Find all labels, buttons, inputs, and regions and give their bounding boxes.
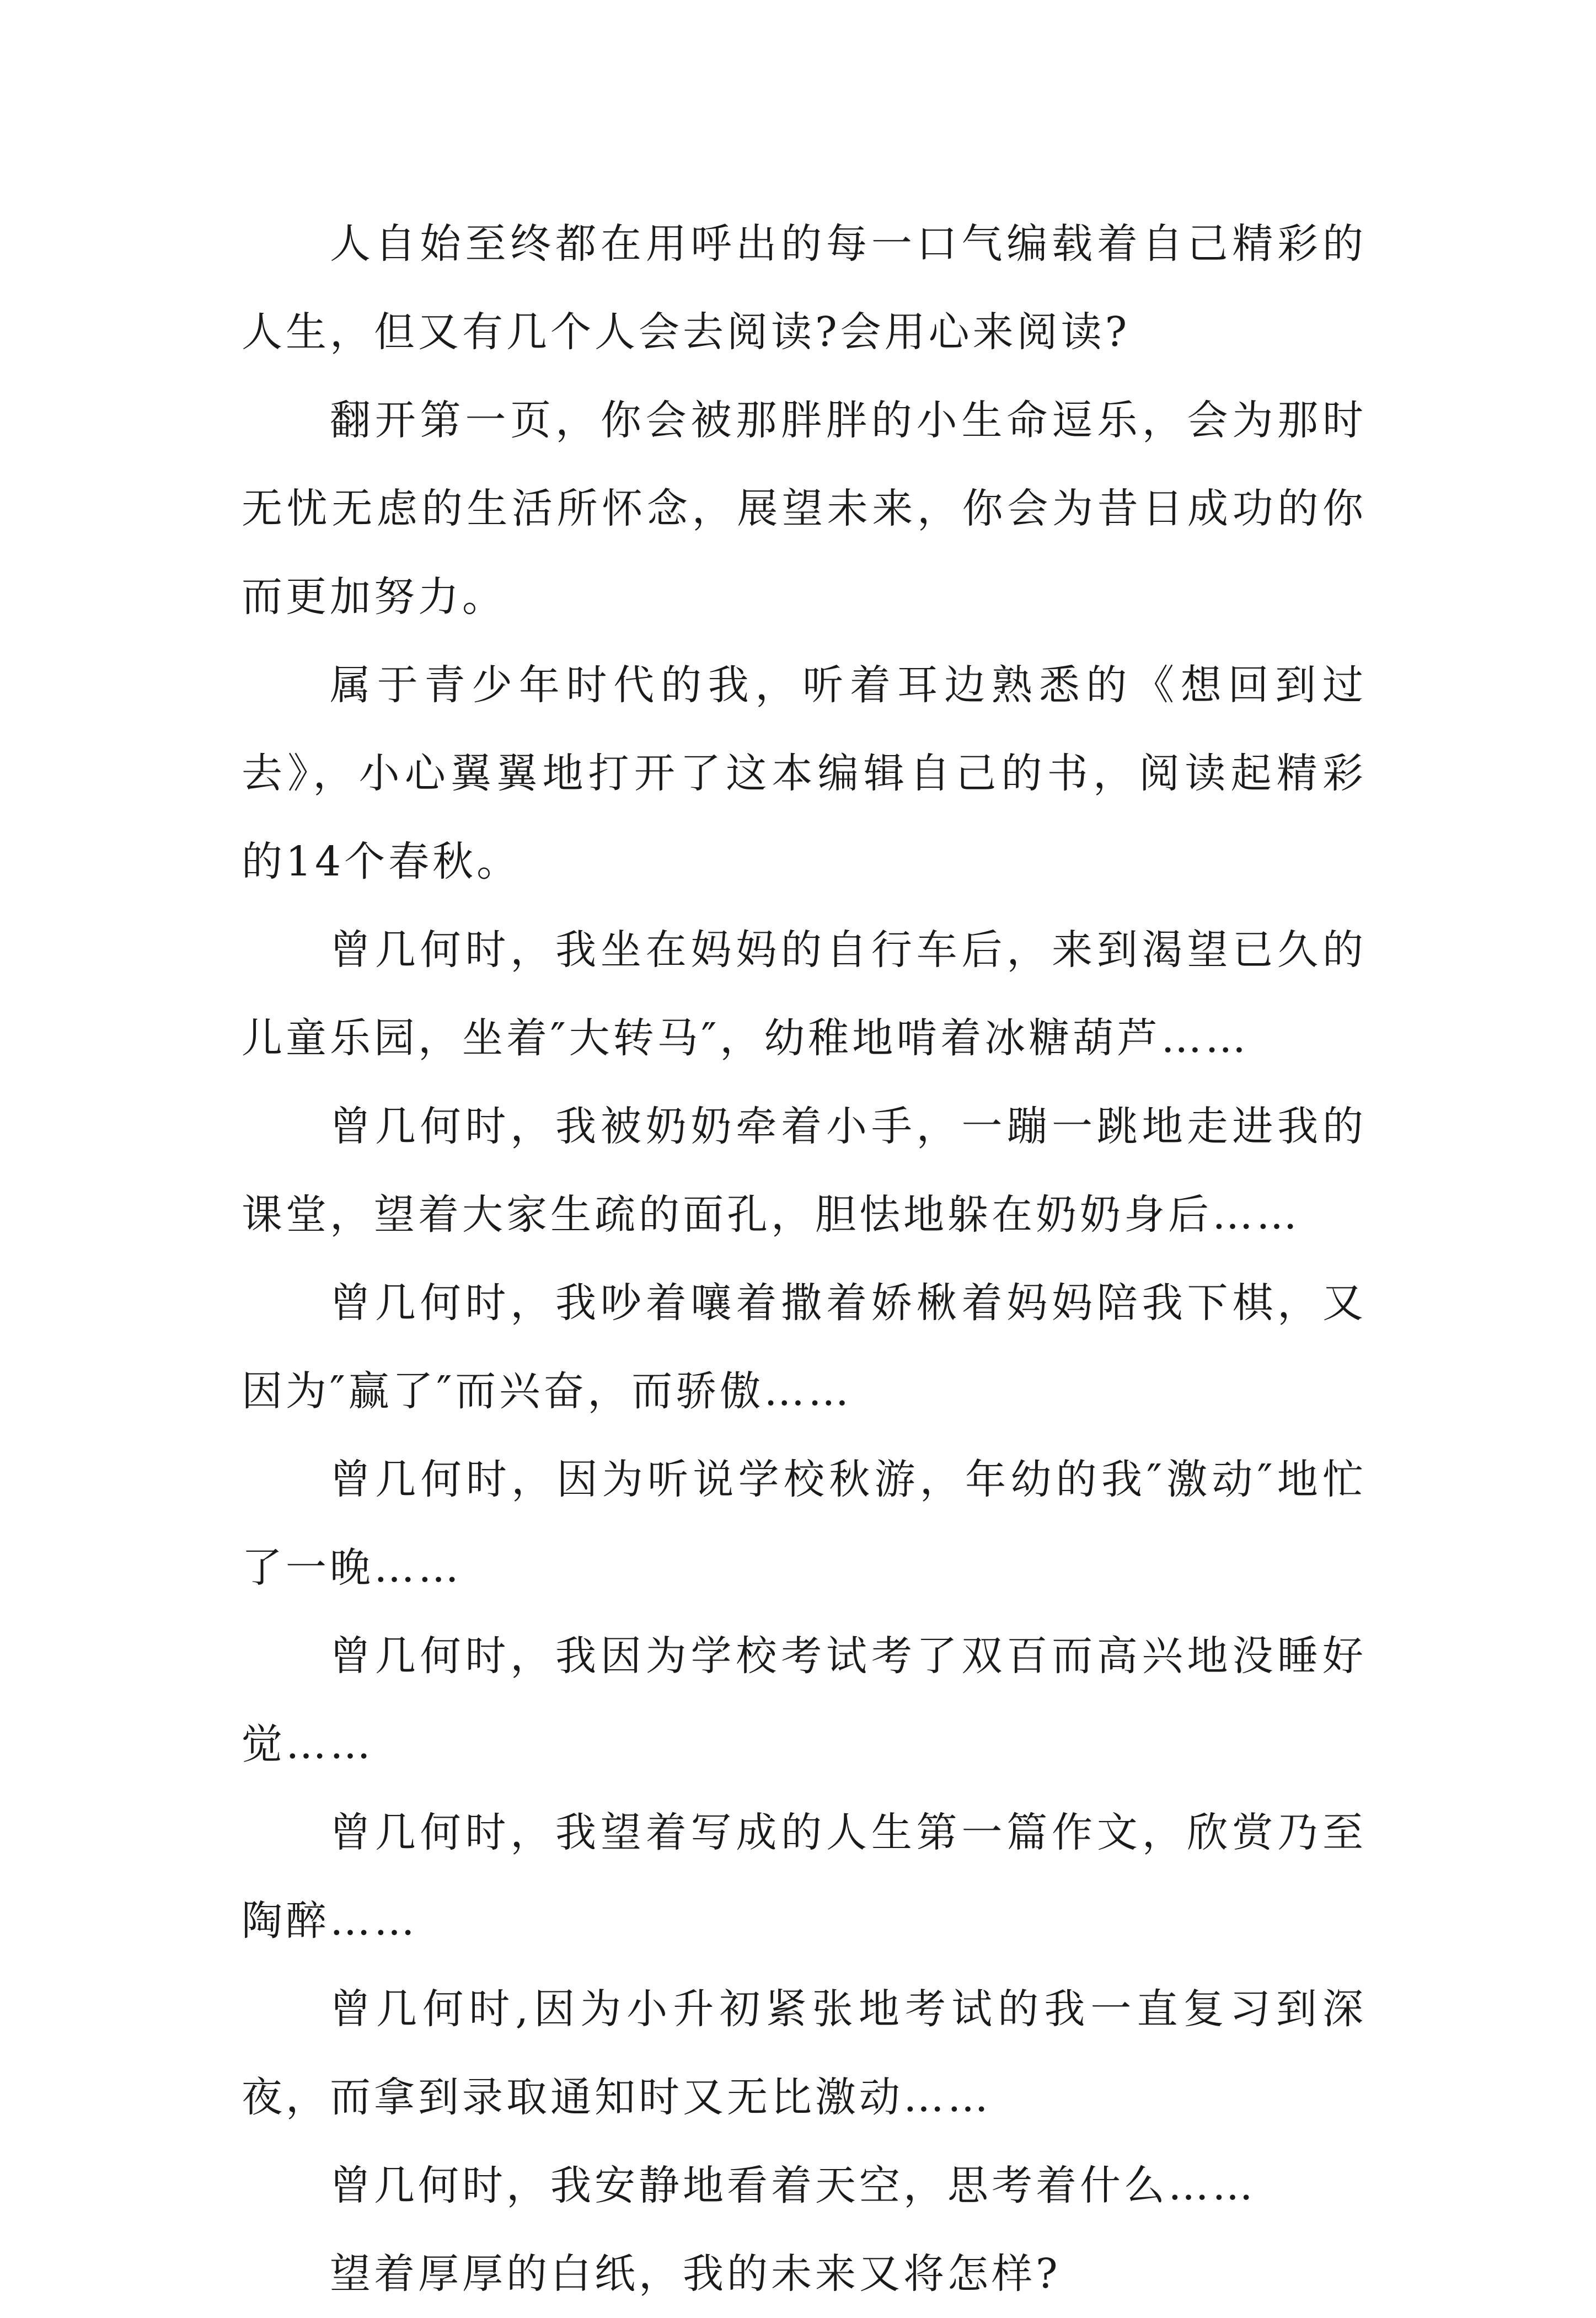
paragraph: 人自始至终都在用呼出的每一口气编载着自己精彩的人生，但又有几个人会去阅读?会用心来阅读? — [242, 220, 1367, 356]
paragraph: 曾几何时，我被奶奶牵着小手，一蹦一跳地走进我的课堂，望着大家生疏的面孔，胆怯地躲在奶奶身后…… — [242, 1103, 1367, 1238]
paragraph: 曾几何时，我望着写成的人生第一篇作文，欣赏乃至陶醉…… — [242, 1809, 1367, 1945]
paragraph: 曾几何时,因为小升初紧张地考试的我一直复习到深夜，而拿到录取通知时又无比激动…… — [242, 1985, 1367, 2121]
paragraph: 曾几何时，我吵着嚷着撒着娇楸着妈妈陪我下棋，又因为″赢了″而兴奋，而骄傲…… — [242, 1279, 1367, 1415]
paragraph: 属于青少年时代的我，听着耳边熟悉的《想回到过去》，小心翼翼地打开了这本编辑自己的书，阅读起精彩的14个春秋。 — [242, 661, 1367, 885]
paragraph: 曾几何时，我坐在妈妈的自行车后，来到渴望已久的儿童乐园，坐着″大转马″，幼稚地啃着冰糖葫芦…… — [242, 926, 1367, 1062]
paragraph: 曾几何时，我因为学校考试考了双百而高兴地没睡好觉…… — [242, 1632, 1367, 1768]
paragraph: 曾几何时，因为听说学校秋游，年幼的我″激动″地忙了一晚…… — [242, 1456, 1367, 1591]
paragraph: 曾几何时，我安静地看着天空，思考着什么…… — [330, 2162, 1256, 2209]
paragraph: 望着厚厚的白纸，我的未来又将怎样? — [330, 2250, 1061, 2298]
document-body — [242, 200, 1367, 2318]
paragraph: 翻开第一页，你会被那胖胖的小生命逗乐，会为那时无忧无虑的生活所怀念，展望未来，你会为昔日成功的你而更加努力。 — [242, 397, 1367, 621]
